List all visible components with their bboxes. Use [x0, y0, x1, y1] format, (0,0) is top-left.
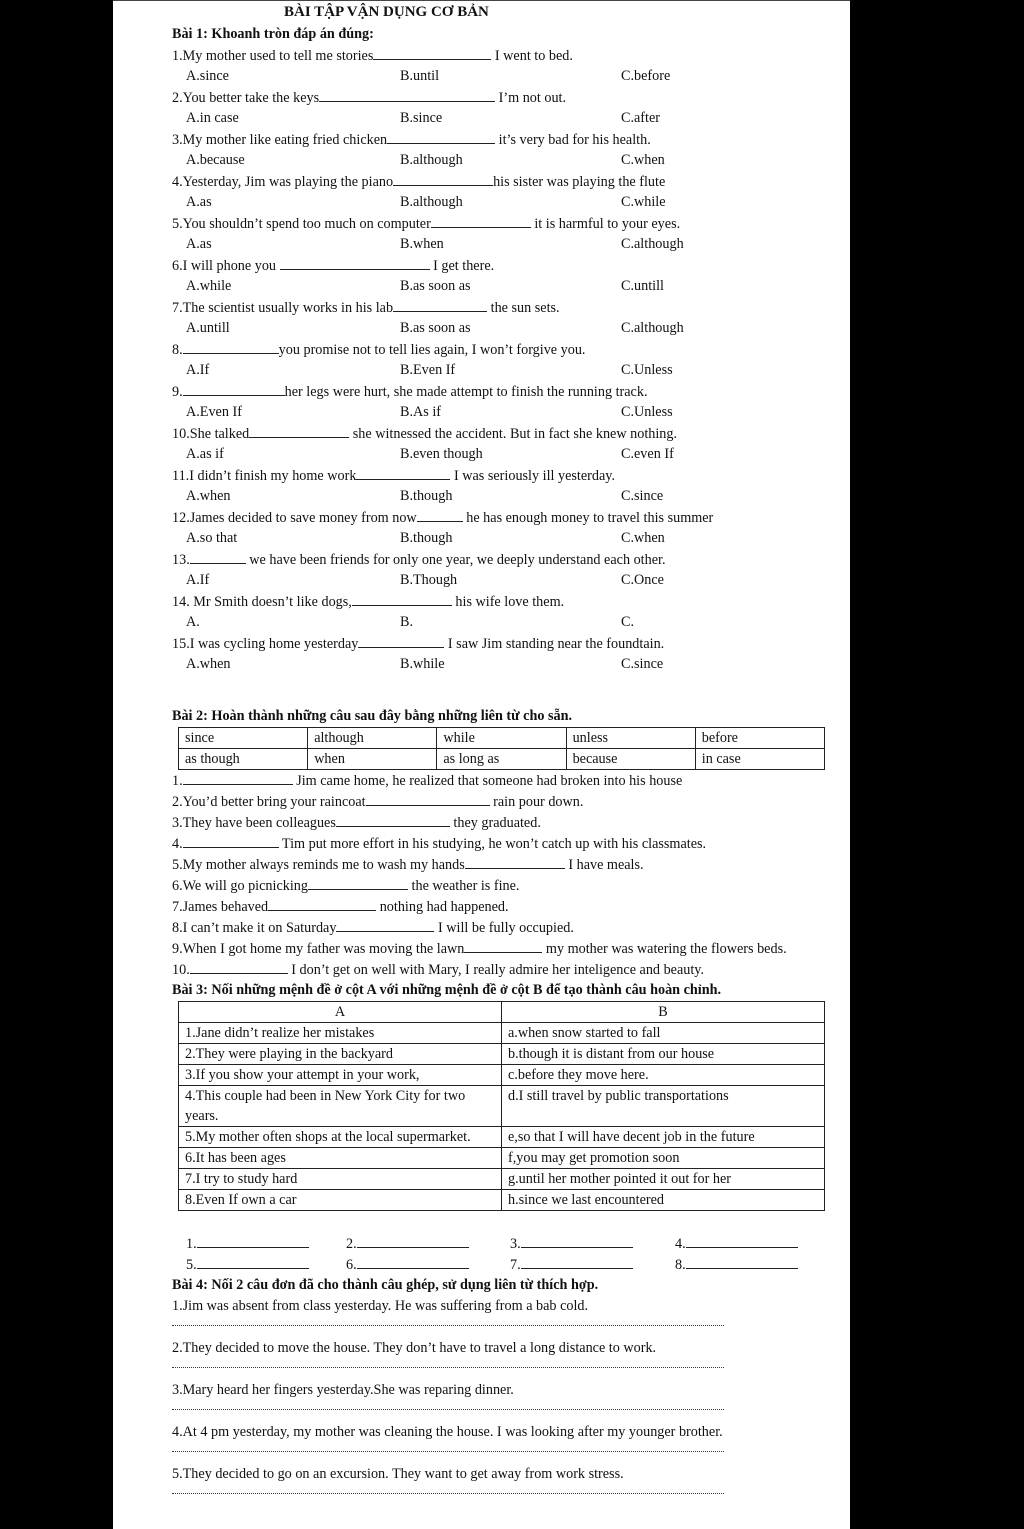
matching-table: [178, 1001, 825, 1211]
options-row: [172, 276, 842, 297]
answer-blank[interactable]: [387, 129, 495, 144]
question-text: 11.I didn’t finish my home work: [172, 468, 357, 484]
word-bank-cell: in case: [695, 749, 824, 770]
matching-row: [179, 1065, 825, 1086]
options-row: [172, 150, 842, 171]
match-answer-8[interactable]: [675, 1254, 798, 1276]
answer-number: 2.: [346, 1236, 357, 1252]
worksheet-content: [172, 0, 842, 1506]
option-c[interactable]: C.: [621, 614, 635, 630]
question-text: 6.We will go picnicking: [172, 878, 308, 894]
options-row: [172, 654, 842, 675]
exercise-4-sentence: 1.Jim was absent from class yesterday. He was suffering from a bab cold.: [172, 1298, 589, 1314]
option-b[interactable]: B.though: [400, 530, 453, 546]
question-text: 9.When I got home my father was moving the lawn: [172, 941, 465, 957]
question-text: 4.: [172, 836, 183, 852]
match-answer-1[interactable]: [186, 1233, 309, 1255]
question-text: nothing had happened.: [376, 899, 509, 915]
word-bank-row: [179, 749, 825, 770]
answer-blank[interactable]: [356, 465, 450, 480]
worksheet-page: [113, 0, 850, 1529]
option-c[interactable]: C.after: [621, 110, 660, 126]
answer-blank[interactable]: [336, 917, 434, 932]
question-text: it’s very bad for his health.: [495, 132, 651, 148]
exercise-4: [172, 1296, 842, 1506]
option-c[interactable]: C.since: [621, 656, 664, 672]
match-answer-5[interactable]: [186, 1254, 309, 1276]
match-answer-6[interactable]: [346, 1254, 469, 1276]
question-text: 2.You’d better bring your raincoat: [172, 794, 366, 810]
answer-blank[interactable]: [183, 770, 293, 785]
options-row: [172, 612, 842, 633]
answer-blank[interactable]: [183, 833, 279, 848]
word-bank-cell: although: [308, 728, 437, 749]
question-text: 15.I was cycling home yesterday: [172, 636, 359, 652]
option-a[interactable]: A.untill: [186, 320, 230, 336]
question-text: my mother was watering the flowers beds.: [542, 941, 787, 957]
option-a[interactable]: A.as: [186, 236, 212, 252]
answer-blank[interactable]: [336, 812, 450, 827]
matching-row: [179, 1169, 825, 1190]
options-row: [172, 108, 842, 129]
answer-blank[interactable]: [464, 938, 542, 953]
answer-number: 6.: [346, 1257, 357, 1273]
question-text: they graduated.: [449, 815, 541, 831]
option-a[interactable]: A.when: [186, 488, 231, 504]
column-b-header: B: [502, 1002, 825, 1023]
question-text: 3.My mother like eating fried chicken: [172, 132, 388, 148]
question-10: [172, 423, 842, 444]
options-row: [172, 444, 842, 465]
clause-a: 4.This couple had been in New York City for two years.: [179, 1086, 502, 1127]
answer-line[interactable]: [172, 1317, 842, 1338]
answer-blank[interactable]: [366, 791, 490, 806]
option-a[interactable]: A.as if: [186, 446, 224, 462]
option-b[interactable]: B.since: [400, 110, 443, 126]
question-text: 5.My mother always reminds me to wash my hands: [172, 857, 465, 873]
options-row: [172, 486, 842, 507]
option-c[interactable]: C.before: [621, 68, 671, 84]
answer-blank[interactable]: [190, 959, 288, 974]
option-b[interactable]: B.while: [400, 656, 445, 672]
question-15: [172, 633, 842, 654]
question-text: I saw Jim standing near the foundtain.: [444, 636, 665, 652]
answer-line[interactable]: [172, 1359, 842, 1380]
option-a[interactable]: A.Even If: [186, 404, 242, 420]
exercise-2-sentence-2: [172, 791, 842, 812]
word-bank-cell: as though: [179, 749, 308, 770]
options-row: [172, 528, 842, 549]
question-text: she witnessed the accident. But in fact she knew nothing.: [349, 426, 678, 442]
answer-blank[interactable]: [319, 87, 495, 102]
clause-b: c.before they move here.: [502, 1065, 825, 1086]
option-b[interactable]: B.though: [400, 488, 453, 504]
answer-number: 7.: [510, 1257, 521, 1273]
question-text: I will be fully occupied.: [434, 920, 574, 936]
answer-number: 4.: [675, 1236, 686, 1252]
question-text: it is harmful to your eyes.: [530, 216, 681, 232]
options-row: [172, 66, 842, 87]
answer-line[interactable]: [172, 1401, 842, 1422]
question-text: 14. Mr Smith doesn’t like dogs,: [172, 594, 352, 610]
exercise-2-heading: Bài 2: Hoàn thành những câu sau đây bằng những liên từ cho sẵn.: [172, 708, 573, 724]
answer-line[interactable]: [172, 1443, 842, 1464]
word-bank-cell: when: [308, 749, 437, 770]
clause-b: d.I still travel by public transportations: [502, 1086, 825, 1127]
option-c[interactable]: C.Once: [621, 572, 664, 588]
exercise-1: [172, 45, 842, 675]
option-c[interactable]: C.when: [621, 530, 665, 546]
matching-row: [179, 1044, 825, 1065]
option-b[interactable]: B.although: [400, 152, 463, 168]
column-a-header: A: [179, 1002, 502, 1023]
answer-blank[interactable]: [686, 1233, 798, 1248]
exercise-4-sentence: 4.At 4 pm yesterday, my mother was cleaning the house. I was looking after my younger brother.: [172, 1424, 723, 1440]
options-row: [172, 234, 842, 255]
question-text: 2.You better take the keys: [172, 90, 320, 106]
exercise-1-heading: Bài 1: Khoanh tròn đáp án đúng:: [172, 26, 374, 42]
clause-a: 7.I try to study hard: [179, 1169, 502, 1190]
question-text: 6.I will phone you: [172, 258, 280, 274]
match-answer-3[interactable]: [510, 1233, 633, 1255]
option-b[interactable]: B.Even If: [400, 362, 456, 378]
option-a[interactable]: A.If: [186, 362, 210, 378]
matching-row: [179, 1086, 825, 1127]
option-c[interactable]: C.while: [621, 194, 666, 210]
exercise-2-sentence-4: [172, 833, 842, 854]
question-14: [172, 591, 842, 612]
option-c[interactable]: C.Unless: [621, 362, 673, 378]
match-answer-2[interactable]: [346, 1233, 469, 1255]
option-c[interactable]: C.untill: [621, 278, 664, 294]
answer-blank[interactable]: [308, 875, 408, 890]
question-7: [172, 297, 842, 318]
option-b[interactable]: B.as soon as: [400, 278, 471, 294]
question-text: 7.The scientist usually works in his lab: [172, 300, 394, 316]
question-text: 1.My mother used to tell me stories: [172, 48, 374, 64]
exercise-4-sentence: 3.Mary heard her fingers yesterday.She was reparing dinner.: [172, 1382, 514, 1398]
question-text: I was seriously ill yesterday.: [450, 468, 615, 484]
clause-a: 6.It has been ages: [179, 1148, 502, 1169]
option-a[interactable]: A.If: [186, 572, 210, 588]
question-5: [172, 213, 842, 234]
option-a[interactable]: A.: [186, 614, 200, 630]
question-text: 10.She talked: [172, 426, 250, 442]
exercise-2-sentence-7: [172, 896, 842, 917]
option-a[interactable]: A.as: [186, 194, 212, 210]
match-answer-7[interactable]: [510, 1254, 633, 1276]
options-row: [172, 360, 842, 381]
clause-b: e,so that I will have decent job in the future: [502, 1127, 825, 1148]
exercise-4-sentence: 2.They decided to move the house. They don’t have to travel a long distance to work.: [172, 1340, 657, 1356]
answer-blank[interactable]: [417, 507, 463, 522]
answer-blank[interactable]: [465, 854, 565, 869]
option-c[interactable]: C.although: [621, 320, 684, 336]
exercise-2-sentence-5: [172, 854, 842, 875]
word-bank-cell: since: [179, 728, 308, 749]
exercise-2-sentence-8: [172, 917, 842, 938]
exercise-2-sentence-10: [172, 959, 842, 980]
question-12: [172, 507, 842, 528]
option-b[interactable]: B.when: [400, 236, 444, 252]
question-text: I went to bed.: [491, 48, 573, 64]
question-1: [172, 45, 842, 66]
options-row: [172, 402, 842, 423]
question-text: he has enough money to travel this summer: [462, 510, 714, 526]
clause-b: b.though it is distant from our house: [502, 1044, 825, 1065]
question-text: 4.Yesterday, Jim was playing the piano: [172, 174, 394, 190]
question-text: 8.: [172, 342, 183, 358]
clause-b: a.when snow started to fall: [502, 1023, 825, 1044]
answer-blank[interactable]: [521, 1233, 633, 1248]
answer-blank[interactable]: [352, 591, 452, 606]
question-text: I’m not out.: [495, 90, 567, 106]
answer-number: 3.: [510, 1236, 521, 1252]
answer-blank[interactable]: [280, 255, 430, 270]
word-bank-cell: as long as: [437, 749, 566, 770]
options-row: [172, 318, 842, 339]
answer-blank[interactable]: [373, 45, 491, 60]
option-a[interactable]: A.in case: [186, 110, 239, 126]
answer-number: 8.: [675, 1257, 686, 1273]
answer-blank[interactable]: [393, 171, 493, 186]
word-bank-cell: before: [695, 728, 824, 749]
page-title: BÀI TẬP VẬN DỤNG CƠ BẢN: [284, 4, 489, 20]
clause-b: h.since we last encountered: [502, 1190, 825, 1211]
exercise-2-sentence-6: [172, 875, 842, 896]
answer-blank[interactable]: [521, 1254, 633, 1269]
question-text: 13.: [172, 552, 190, 568]
option-b[interactable]: B.As if: [400, 404, 441, 420]
option-b[interactable]: B.Though: [400, 572, 458, 588]
question-text: rain pour down.: [489, 794, 584, 810]
matching-row: [179, 1148, 825, 1169]
question-text: his sister was playing the flute: [493, 174, 666, 190]
answer-number: 1.: [186, 1236, 197, 1252]
option-a[interactable]: A.since: [186, 68, 229, 84]
answer-blank[interactable]: [183, 381, 285, 396]
question-text: her legs were hurt, she made attempt to finish the running track.: [284, 384, 648, 400]
matching-row: [179, 1190, 825, 1211]
option-b[interactable]: B.until: [400, 68, 440, 84]
question-text: 8.I can’t make it on Saturday: [172, 920, 337, 936]
question-11: [172, 465, 842, 486]
answer-blank[interactable]: [183, 339, 279, 354]
answer-row: [172, 1233, 842, 1254]
question-text: the sun sets.: [487, 300, 560, 316]
exercise-2-sentence-9: [172, 938, 842, 959]
option-c[interactable]: C.Unless: [621, 404, 673, 420]
match-answer-4[interactable]: [675, 1233, 798, 1255]
question-text: you promise not to tell lies again, I won’t forgive you.: [278, 342, 586, 358]
answer-blank[interactable]: [249, 423, 349, 438]
clause-b: f,you may get promotion soon: [502, 1148, 825, 1169]
option-c[interactable]: C.when: [621, 152, 665, 168]
clause-b: g.until her mother pointed it out for her: [502, 1169, 825, 1190]
option-b[interactable]: B.even though: [400, 446, 483, 462]
answer-blank[interactable]: [357, 1254, 469, 1269]
question-text: 10.: [172, 962, 190, 978]
answer-blank[interactable]: [686, 1254, 798, 1269]
answer-blank[interactable]: [357, 1233, 469, 1248]
exercise-4-heading: Bài 4: Nối 2 câu đơn đã cho thành câu ghép, sử dụng liên từ thích hợp.: [172, 1277, 599, 1293]
exercise-4-sentence: 5.They decided to go on an excursion. They want to get away from work stress.: [172, 1466, 624, 1482]
word-bank-cell: unless: [566, 728, 695, 749]
question-text: the weather is fine.: [407, 878, 520, 894]
answer-blank[interactable]: [197, 1233, 309, 1248]
option-a[interactable]: A.because: [186, 152, 245, 168]
question-text: 3.They have been colleagues: [172, 815, 336, 831]
question-13: [172, 549, 842, 570]
options-row: [172, 192, 842, 213]
question-4: [172, 171, 842, 192]
answer-blank[interactable]: [431, 213, 531, 228]
question-text: we have been friends for only one year, we deeply understand each other.: [245, 552, 666, 568]
clause-a: 1.Jane didn’t realize her mistakes: [179, 1023, 502, 1044]
answer-blank[interactable]: [358, 633, 444, 648]
exercise-2-sentence-3: [172, 812, 842, 833]
matching-row: [179, 1023, 825, 1044]
clause-a: 8.Even If own a car: [179, 1190, 502, 1211]
word-bank-row: [179, 728, 825, 749]
answer-line[interactable]: [172, 1485, 842, 1506]
question-text: his wife love them.: [451, 594, 565, 610]
answer-blank[interactable]: [190, 549, 246, 564]
question-text: 5.You shouldn’t spend too much on computer: [172, 216, 431, 232]
question-text: I get there.: [429, 258, 495, 274]
question-text: 7.James behaved: [172, 899, 269, 915]
question-text: I have meals.: [564, 857, 644, 873]
option-a[interactable]: A.when: [186, 656, 231, 672]
answer-number: 5.: [186, 1257, 197, 1273]
option-c[interactable]: C.although: [621, 236, 684, 252]
option-c[interactable]: C.since: [621, 488, 664, 504]
question-text: 1.: [172, 773, 183, 789]
option-a[interactable]: A.so that: [186, 530, 238, 546]
word-bank-cell: because: [566, 749, 695, 770]
answer-row: [172, 1254, 842, 1275]
question-text: 12.James decided to save money from now: [172, 510, 417, 526]
answer-blank[interactable]: [268, 896, 376, 911]
question-2: [172, 87, 842, 108]
answer-blank[interactable]: [393, 297, 487, 312]
question-6: [172, 255, 842, 276]
option-a[interactable]: A.while: [186, 278, 232, 294]
option-b[interactable]: B.although: [400, 194, 463, 210]
exercise-2: [172, 770, 842, 980]
word-bank-cell: while: [437, 728, 566, 749]
answer-blank[interactable]: [197, 1254, 309, 1269]
question-3: [172, 129, 842, 150]
exercise-2-sentence-1: [172, 770, 842, 791]
option-c[interactable]: C.even If: [621, 446, 674, 462]
options-row: [172, 570, 842, 591]
exercise-3-heading: Bài 3: Nối những mệnh đề ở cột A với những mệnh đề ở cột B để tạo thành câu hoàn chỉnh.: [172, 982, 722, 998]
word-bank-table: [178, 727, 825, 770]
question-text: 9.: [172, 384, 183, 400]
question-9: [172, 381, 842, 402]
matching-row: [179, 1127, 825, 1148]
clause-a: 3.If you show your attempt in your work,: [179, 1065, 502, 1086]
question-text: Tim put more effort in his studying, he won’t catch up with his classmates.: [278, 836, 707, 852]
option-b[interactable]: B.as soon as: [400, 320, 471, 336]
question-text: I don’t get on well with Mary, I really admire her inteligence and beauty.: [287, 962, 705, 978]
question-8: [172, 339, 842, 360]
option-b[interactable]: B.: [400, 614, 414, 630]
clause-a: 5.My mother often shops at the local supermarket.: [179, 1127, 502, 1148]
matching-answers: [172, 1233, 842, 1275]
clause-a: 2.They were playing in the backyard: [179, 1044, 502, 1065]
question-text: Jim came home, he realized that someone had broken into his house: [292, 773, 683, 789]
